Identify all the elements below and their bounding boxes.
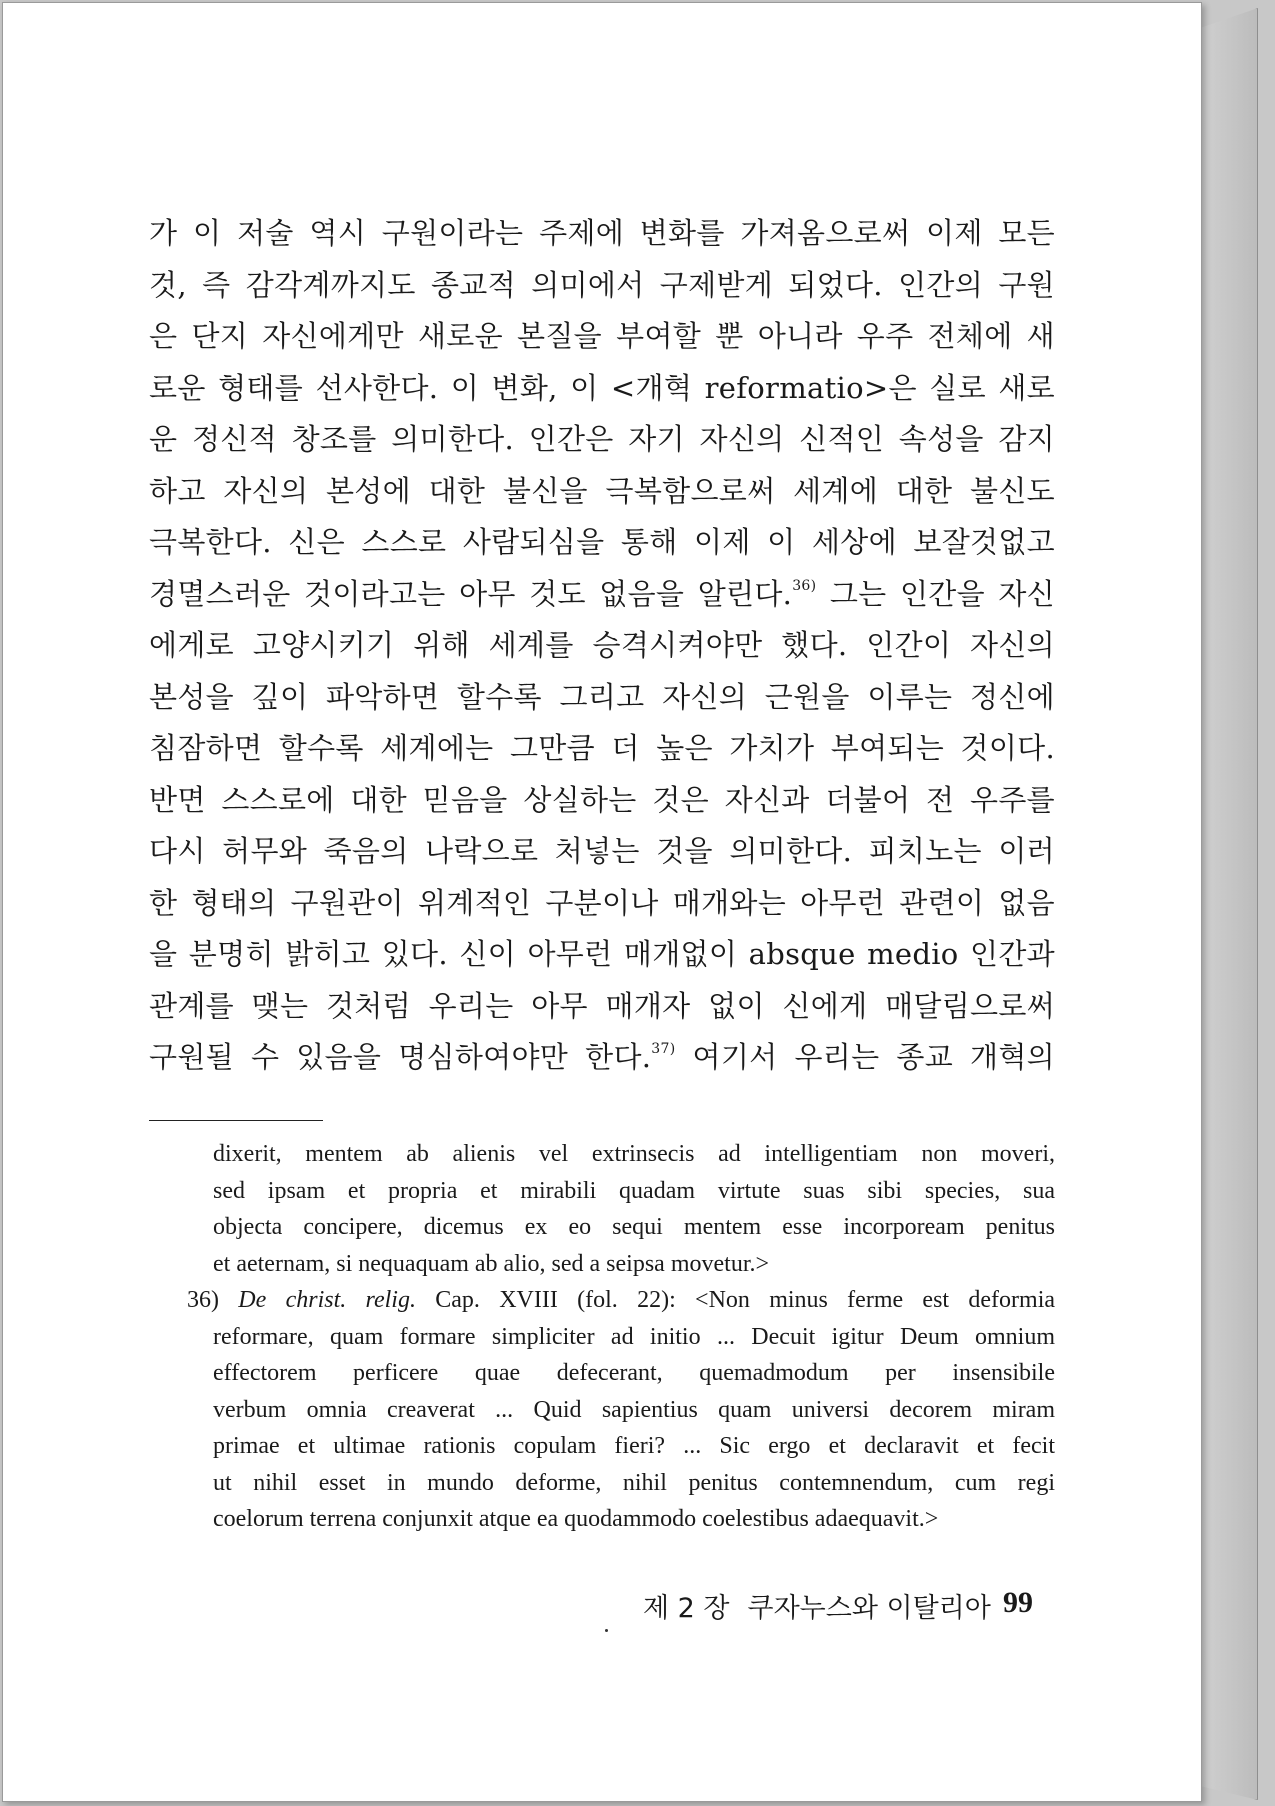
footnote-source-title: De christ. relig. — [238, 1287, 416, 1313]
footnote-line-rest: Cap. XVIII (fol. 22): <Non minus ferme est deformia — [415, 1287, 1056, 1313]
text-line: 침잠하면 할수록 세계에는 그만큼 더 높은 가치가 부여되는 것이다. — [149, 731, 1055, 765]
text-line: 로운 형태를 선사한다. 이 변화, 이 <개혁 reformatio>은 실로 새로 — [149, 370, 1055, 405]
main-text — [149, 208, 1055, 1084]
text-segment: 구원될 수 있음을 명심하여야만 한다. — [149, 1040, 652, 1074]
text-line: 가 이 저술 역시 구원이라는 주제에 변화를 가져옴으로써 이제 모든 — [149, 216, 1055, 250]
footnote-line: sed ipsam et propria et mirabili quadam virtute suas sibi species, sua — [213, 1177, 1055, 1204]
text-line: 반면 스스로에 대한 믿음을 상실하는 것은 자신과 더불어 전 우주를 — [149, 782, 1055, 817]
text-segment: 여기서 우리는 종교 개혁의 — [675, 1040, 1055, 1074]
text-line: 하고 자신의 본성에 대한 불신을 극복함으로써 세계에 대한 불신도 — [149, 473, 1055, 508]
text-line — [149, 1032, 1055, 1084]
footnote-ref-37[interactable]: 37) — [651, 1041, 676, 1057]
scan-speck — [605, 1629, 608, 1632]
footnote-line: et aeternam, si nequaquam ab alio, sed a seipsa movetur.> — [213, 1250, 770, 1277]
footnote-line: ut nihil esset in mundo deforme, nihil penitus contemnendum, cum regi — [213, 1469, 1055, 1496]
footnote-line: reformare, quam formare simpliciter ad initio ... Decuit igitur Deum omnium — [213, 1323, 1055, 1350]
page — [2, 2, 1202, 1802]
text-segment: 경멸스러운 것이라고는 아무 것도 없음을 알린다. — [149, 576, 793, 611]
text-line: 극복한다. 신은 스스로 사람되심을 통해 이제 이 세상에 보잘것없고 — [149, 525, 1055, 559]
text-line: 관계를 맺는 것처럼 우리는 아무 매개자 없이 신에게 매달림으로써 — [149, 988, 1055, 1023]
text-line: 것, 즉 감각계까지도 종교적 의미에서 구제받게 되었다. 인간의 구원 — [149, 267, 1055, 302]
footnote-line: verbum omnia creaverat ... Quid sapientius quam universi decorem miram — [213, 1396, 1055, 1423]
text-line: 을 분명히 밝히고 있다. 신이 아무런 매개없이 absque medio 인간과 — [149, 937, 1055, 971]
text-line: 한 형태의 구원관이 위계적인 구분이나 매개와는 아무런 관련이 없음 — [149, 885, 1055, 920]
footnote-line: objecta concipere, dicemus ex eo sequi mentem esse incorpoream penitus — [213, 1214, 1055, 1240]
footnote-number: 36) — [187, 1287, 219, 1313]
text-line — [149, 569, 1055, 621]
footnote-line: effectorem perficere quae defecerant, quemadmodum per insensibile — [213, 1360, 1055, 1386]
text-line: 에게로 고양시키기 위해 세계를 승격시켜야만 했다. 인간이 자신의 — [149, 628, 1055, 662]
footnote-ref-36[interactable]: 36) — [792, 577, 817, 594]
footnote-36-first-line — [187, 1282, 1055, 1319]
footnote-line: coelorum terrena conjunxit atque ea quodammodo coelestibus adaequavit.> — [213, 1506, 939, 1532]
text-line: 본성을 깊이 파악하면 할수록 그리고 자신의 근원을 이루는 정신에 — [149, 679, 1055, 714]
footnotes — [149, 1136, 1055, 1538]
page-number: 99 — [1003, 1586, 1033, 1619]
chapter-label: 제 2 장 — [643, 1593, 730, 1624]
text-segment: 그는 인간을 자신 — [816, 576, 1055, 611]
footnote-line: dixerit, mentem ab alienis vel extrinsecis ad intelligentiam non moveri, — [213, 1141, 1055, 1167]
footnote-line: primae et ultimae rationis copulam fieri? ... Sic ergo et declaravit et fecit — [213, 1433, 1055, 1459]
text-line: 다시 허무와 죽음의 나락으로 처넣는 것을 의미한다. 피치노는 이러 — [149, 834, 1055, 868]
footnote-separator — [149, 1120, 323, 1121]
running-footer — [643, 1586, 1033, 1625]
page-stack-edge — [1200, 8, 1258, 1800]
chapter-title: 쿠자누스와 이탈리아 — [747, 1593, 991, 1624]
text-line: 은 단지 자신에게만 새로운 본질을 부여할 뿐 아니라 우주 전체에 새 — [149, 319, 1055, 353]
text-line: 운 정신적 창조를 의미한다. 인간은 자기 자신의 신적인 속성을 감지 — [149, 422, 1055, 456]
